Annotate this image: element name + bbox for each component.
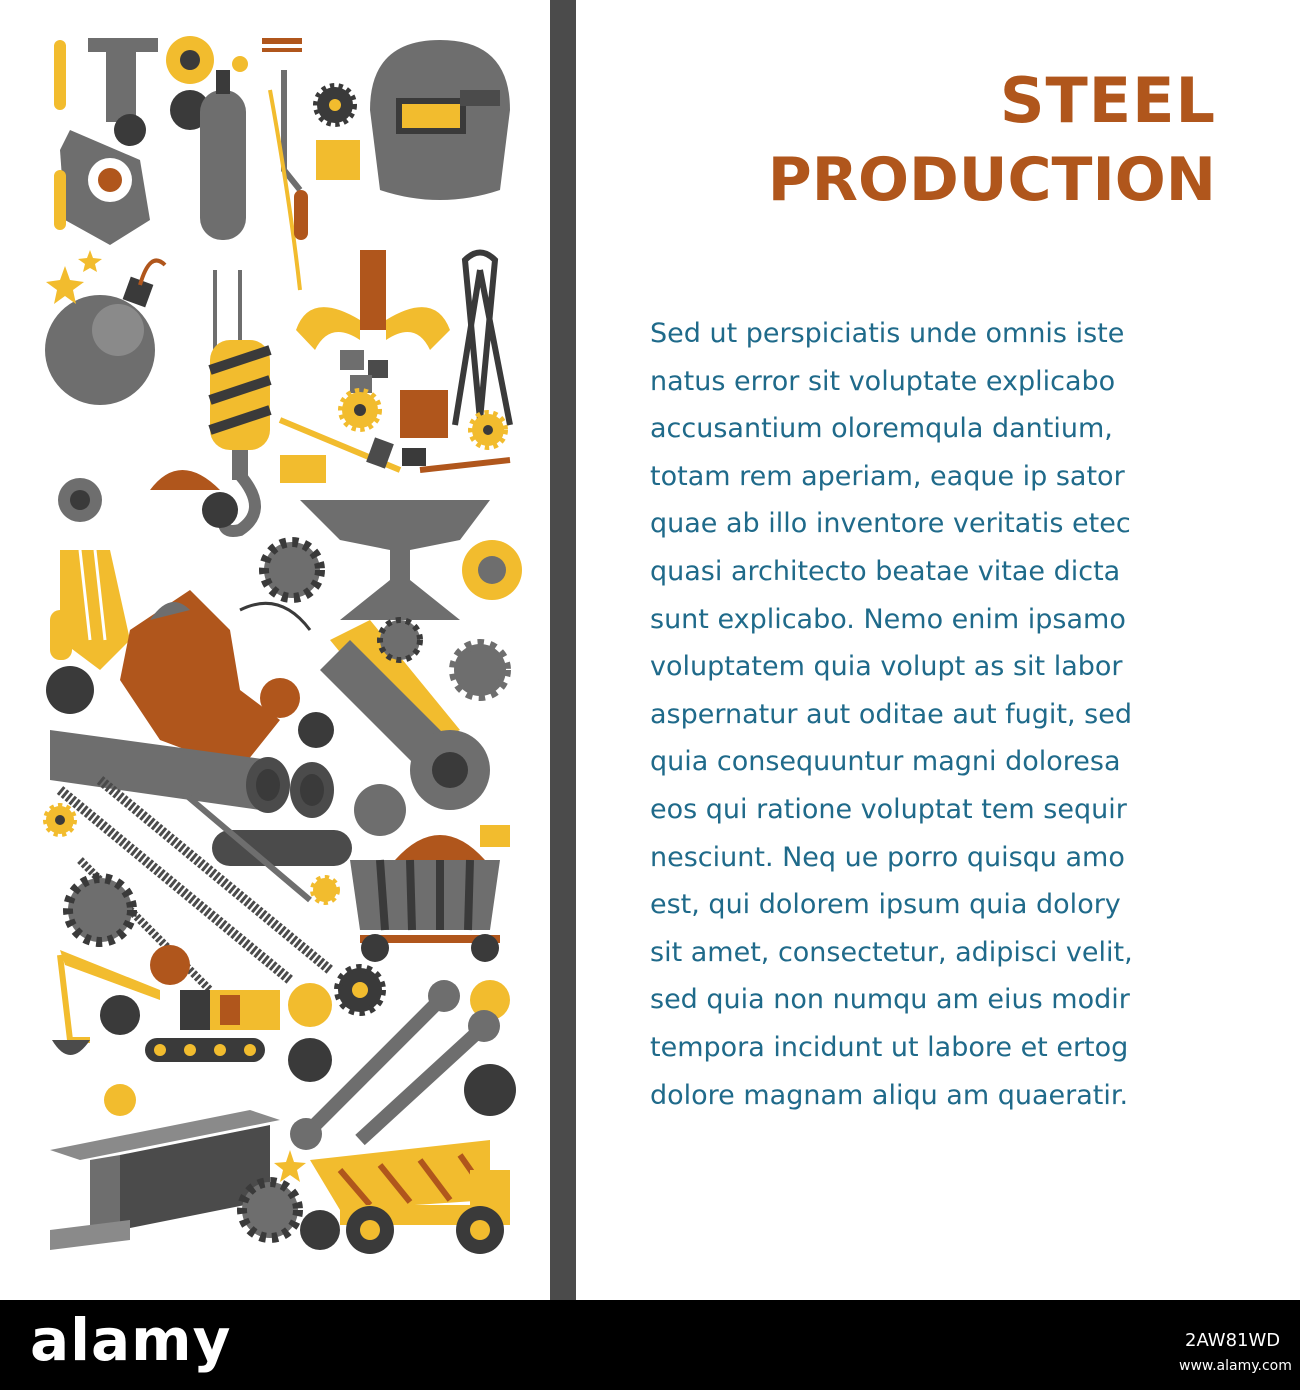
- mitten-icon: [50, 550, 130, 670]
- gear-icon: [317, 87, 353, 123]
- body-line: sed quia non numqu am eius modir: [650, 984, 1130, 1016]
- steel-icons-collage: [40, 30, 530, 1260]
- welding-mask-icon: [370, 40, 510, 200]
- body-line: quasi architecto beatae vitae dicta: [650, 555, 1121, 587]
- body-line: sit amet, consectetur, adipisci velit,: [650, 936, 1133, 968]
- body-line: sunt explicabo. Nemo enim ipsamo: [650, 603, 1126, 635]
- tongs-icon: [455, 253, 510, 426]
- body-line: totam rem aperiam, eaque ip sator: [650, 460, 1125, 492]
- ore-block-icon: [400, 390, 448, 438]
- gear-icon: [242, 1182, 340, 1250]
- claw-grabber-icon: [296, 250, 450, 393]
- body-line: accusantium oloremqula dantium,: [650, 413, 1113, 445]
- steel-beam-icon: [50, 1110, 280, 1250]
- crane-hook-icon: [210, 270, 270, 531]
- ore-cart-icon: [350, 835, 500, 962]
- poster-title: [767, 64, 1216, 215]
- stock-url-link[interactable]: www.alamy.com: [1179, 1358, 1292, 1374]
- body-line: est, qui dolorem ipsum quia dolory: [650, 889, 1121, 921]
- image-id-label: 2AW81WD: [1185, 1330, 1281, 1351]
- anvil-icon: [300, 500, 490, 620]
- body-line: aspernatur aut oditae aut fugit, sed: [650, 698, 1132, 730]
- gas-cylinder-icon: [200, 56, 248, 240]
- body-paragraph: [650, 310, 1230, 1119]
- helmet-icon: [150, 470, 220, 490]
- body-line: quia consequuntur magni doloresa: [650, 746, 1121, 778]
- body-line: dolore magnam aliqu am quaeratir.: [650, 1079, 1129, 1111]
- body-line: nesciunt. Neq ue porro quisqu amo: [650, 841, 1125, 873]
- bomb-icon: [45, 250, 165, 405]
- welding-torch-icon: [262, 38, 360, 290]
- body-line: quae ab illo inventore veritatis etec: [650, 508, 1131, 540]
- ladle-icon: [54, 38, 158, 245]
- title-line-2: PRODUCTION: [767, 145, 1216, 215]
- divider-bar: [550, 0, 576, 1300]
- dump-truck-icon: [310, 1140, 510, 1254]
- body-line: natus error sit voluptate explicabo: [650, 365, 1116, 397]
- alamy-logo[interactable]: alamy: [30, 1306, 232, 1374]
- body-line: voluptatem quia volupt as sit labor: [650, 651, 1123, 683]
- body-line: tempora incidunt ut labore et ertog: [650, 1031, 1129, 1063]
- body-line: Sed ut perspiciatis unde omnis iste: [650, 318, 1125, 349]
- title-line-1: STEEL: [999, 64, 1216, 137]
- body-line: eos qui ratione voluptat tem sequir: [650, 793, 1127, 825]
